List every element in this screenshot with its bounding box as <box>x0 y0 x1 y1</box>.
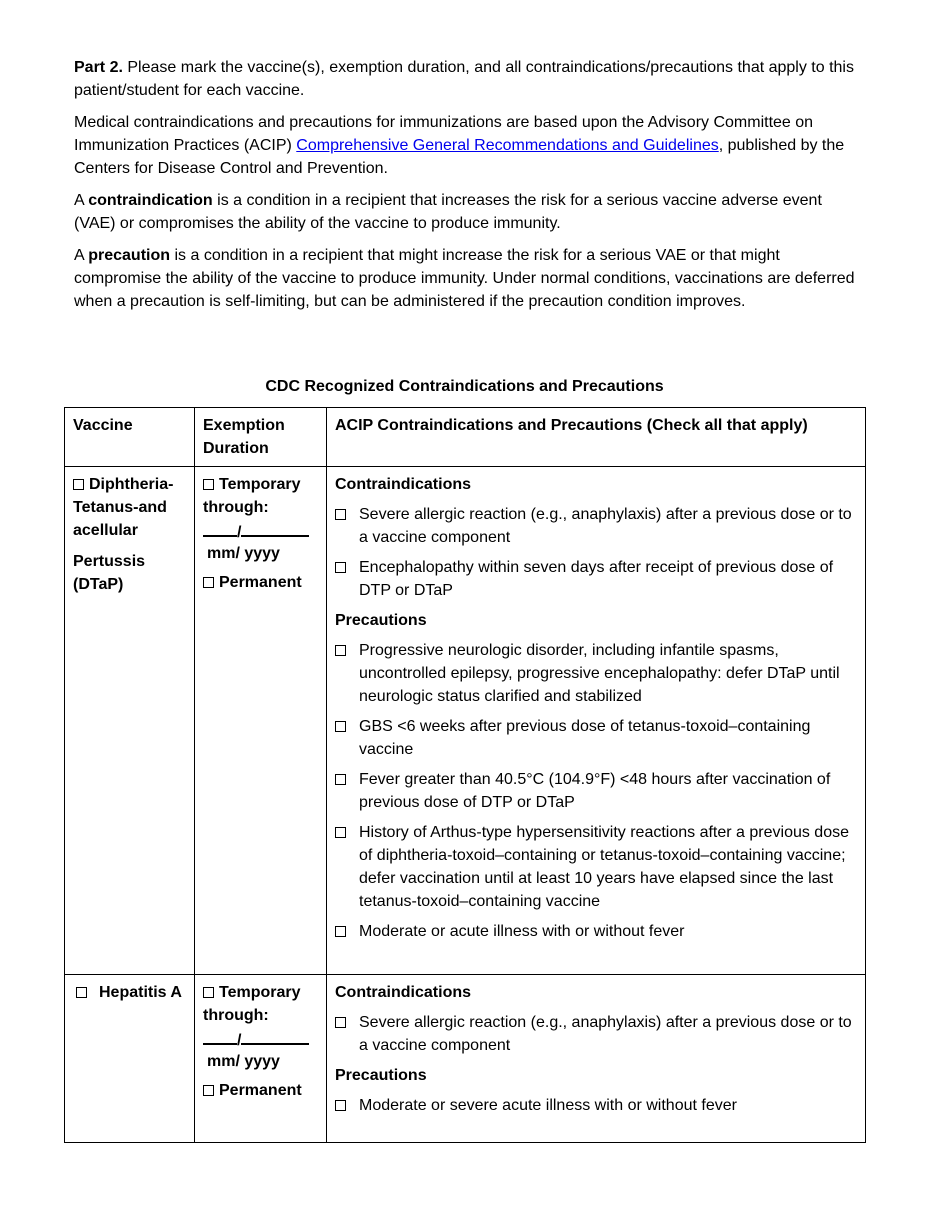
prec-article: A <box>74 247 89 264</box>
dtap-month-blank[interactable] <box>203 521 237 537</box>
dtap-prec-item <box>335 920 857 943</box>
dtap-temporary-label: Temporary through: <box>203 476 301 516</box>
table-header-row <box>65 408 866 467</box>
hepa-date-field[interactable] <box>203 1029 318 1050</box>
dtap-contra-text-2: Encephalopathy within seven days after receipt of previous dose of DTP or DTaP <box>359 559 834 599</box>
precaution-definition <box>74 244 864 313</box>
contraindications-table <box>64 407 866 1143</box>
dtap-prec-item <box>335 768 857 814</box>
dtap-prec-text-1: Progressive neurologic disorder, including infantile spasms, uncontrolled epilepsy, progressive encephalopathy: defer DTaP until neurologic status clarified and stabilized <box>359 642 840 705</box>
acip-cell-hepatitis-a <box>327 975 866 1143</box>
dtap-prec-text-4: History of Arthus-type hypersensitivity reactions after a previous dose of diphtheria-toxoid–containing or tetanus-toxoid–containing vaccine; defer vaccination until at least 10 years have elapsed since the last tetanus-toxoid–containing vaccine <box>359 824 849 910</box>
dtap-contraindications-heading: Contraindications <box>335 476 472 493</box>
dtap-prec-checkbox-3[interactable] <box>335 774 346 785</box>
hepa-contra-checkbox-1[interactable] <box>335 1017 346 1028</box>
hepa-temporary-option <box>203 981 318 1027</box>
hepa-contra-item <box>335 1011 857 1057</box>
dtap-contra-checkbox-2[interactable] <box>335 562 346 573</box>
dtap-prec-checkbox-5[interactable] <box>335 926 346 937</box>
acip-paragraph <box>74 111 864 180</box>
table-title: CDC Recognized Contraindications and Precautions <box>265 378 664 395</box>
hepa-contraindications-heading: Contraindications <box>335 984 472 1001</box>
dtap-name-line1: Diphtheria-Tetanus-and acellular <box>73 476 174 539</box>
dtap-prec-text-5: Moderate or acute illness with or without fever <box>359 923 685 940</box>
part-2-instructions <box>74 56 864 102</box>
dtap-date-slash: / <box>237 524 242 541</box>
dtap-temporary-option <box>203 473 318 519</box>
dtap-vaccine-checkbox[interactable] <box>73 479 84 490</box>
hepa-prec-item <box>335 1094 857 1117</box>
hepa-vaccine-checkbox[interactable] <box>76 987 87 998</box>
dtap-prec-item <box>335 639 857 708</box>
dtap-prec-item <box>335 821 857 913</box>
hepa-prec-text-1: Moderate or severe acute illness with or without fever <box>359 1097 737 1114</box>
acip-guidelines-link[interactable]: Comprehensive General Recommendations and Guidelines <box>296 137 719 154</box>
hepa-precautions-heading: Precautions <box>335 1067 427 1084</box>
table-row-dtap <box>65 467 866 975</box>
part-label: Part 2. <box>74 59 123 76</box>
contra-text: is a condition in a recipient that increases the risk for a serious vaccine adverse event (VAE) or compromises the ability of the vaccine to produce immunity. <box>74 192 822 232</box>
table-row-hepatitis-a <box>65 975 866 1143</box>
hepa-contra-text-1: Severe allergic reaction (e.g., anaphylaxis) after a previous dose or to a vaccine component <box>359 1014 852 1054</box>
header-vaccine: Vaccine <box>65 408 195 467</box>
vaccine-hepatitis-a <box>73 981 186 1004</box>
dtap-name-line2: Pertussis (DTaP) <box>73 553 146 593</box>
hepa-permanent-label: Permanent <box>219 1082 302 1099</box>
hepa-permanent-checkbox[interactable] <box>203 1085 214 1096</box>
hepa-month-blank[interactable] <box>203 1029 237 1045</box>
dtap-date-field[interactable] <box>203 521 318 542</box>
dtap-permanent-label: Permanent <box>219 574 302 591</box>
hepa-prec-checkbox-1[interactable] <box>335 1100 346 1111</box>
hepa-date-slash: / <box>237 1032 242 1049</box>
dtap-date-format: mm/ yyyy <box>207 545 280 562</box>
header-exemption-duration: Exemption Duration <box>195 408 327 467</box>
acip-cell-dtap <box>327 467 866 975</box>
exemption-cell-dtap <box>195 467 327 975</box>
prec-term: precaution <box>88 247 171 264</box>
acip-text-after: , published by the Centers for Disease Control and Prevention. <box>74 137 845 177</box>
vaccine-dtap <box>73 473 186 542</box>
acip-text-before: Medical contraindications and precautions for immunizations are based upon the Advisory Committee on Immunization Practices (ACIP) <box>74 114 814 154</box>
contraindication-definition <box>74 189 864 235</box>
dtap-prec-item <box>335 715 857 761</box>
dtap-year-blank[interactable] <box>241 521 309 537</box>
dtap-contra-checkbox-1[interactable] <box>335 509 346 520</box>
hepa-permanent-option <box>203 1079 318 1102</box>
dtap-prec-text-3: Fever greater than 40.5°C (104.9°F) <48 hours after vaccination of previous dose of DTP or DTaP <box>359 771 831 811</box>
dtap-prec-text-2: GBS <6 weeks after previous dose of tetanus-toxoid–containing vaccine <box>359 718 811 758</box>
dtap-temporary-checkbox[interactable] <box>203 479 214 490</box>
hepa-temporary-checkbox[interactable] <box>203 987 214 998</box>
hepa-year-blank[interactable] <box>241 1029 309 1045</box>
hepa-date-format: mm/ yyyy <box>207 1053 280 1070</box>
vaccine-cell-hepatitis-a <box>65 975 195 1143</box>
vaccine-cell-dtap <box>65 467 195 975</box>
dtap-permanent-checkbox[interactable] <box>203 577 214 588</box>
dtap-precautions-heading: Precautions <box>335 612 427 629</box>
contra-term: contraindication <box>88 192 213 209</box>
part-text: Please mark the vaccine(s), exemption duration, and all contraindications/precautions that apply to this patient/student for each vaccine. <box>74 59 854 99</box>
dtap-contra-item <box>335 556 857 602</box>
dtap-contra-item <box>335 503 857 549</box>
hepa-temporary-label: Temporary through: <box>203 984 301 1024</box>
dtap-permanent-option <box>203 571 318 594</box>
dtap-prec-checkbox-2[interactable] <box>335 721 346 732</box>
prec-text: is a condition in a recipient that might increase the risk for a serious VAE or that might compromise the ability of the vaccine to produce immunity. Under normal conditions, vaccinations are deferred when a precaution is self-limiting, but can be administered if the precaution condition improves. <box>74 247 855 310</box>
hepa-name: Hepatitis A <box>99 984 182 1001</box>
intro-section <box>74 56 864 322</box>
dtap-prec-checkbox-4[interactable] <box>335 827 346 838</box>
contra-article: A <box>74 192 89 209</box>
header-acip: ACIP Contraindications and Precautions (Check all that apply) <box>327 408 866 467</box>
exemption-cell-hepatitis-a <box>195 975 327 1143</box>
dtap-prec-checkbox-1[interactable] <box>335 645 346 656</box>
dtap-contra-text-1: Severe allergic reaction (e.g., anaphylaxis) after a previous dose or to a vaccine component <box>359 506 852 546</box>
